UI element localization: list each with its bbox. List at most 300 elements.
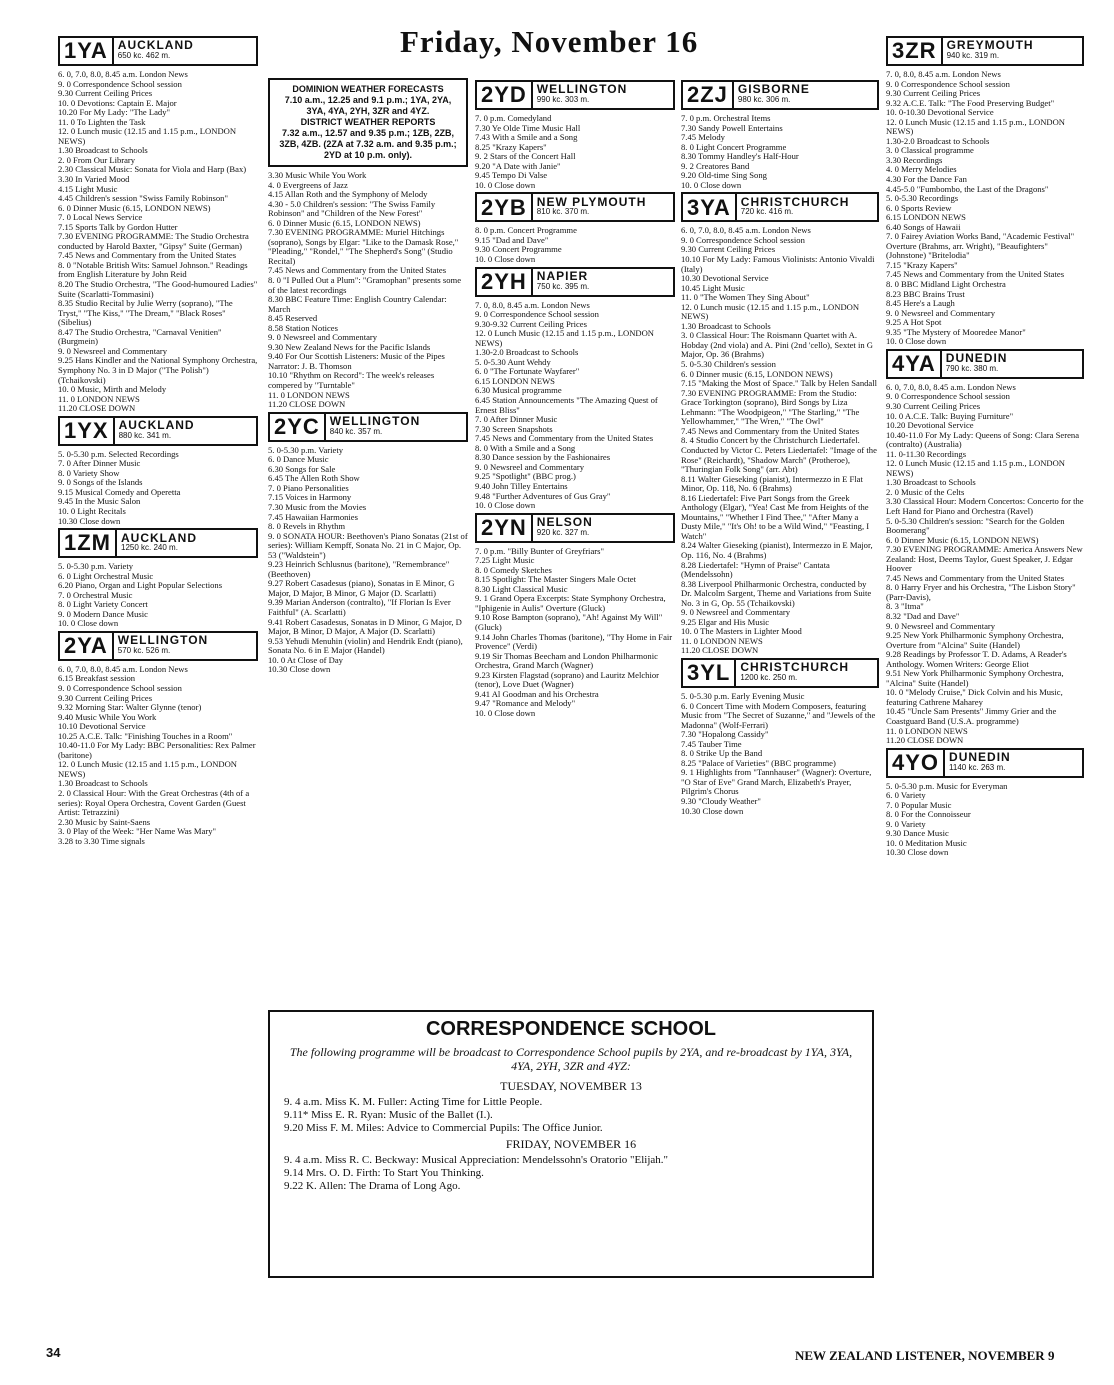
programme-entry: 9. 2 Stars of the Concert Hall <box>475 151 576 162</box>
station-2yd-header <box>475 80 675 110</box>
cs-intro: The following programme will be broadcast to Correspondence School pupils by 2YA, and re-broadcast by 1YA, 3YA, 4YA, 2YH, 3ZR and 4YZ: <box>289 1045 853 1073</box>
district-times: 7.32 a.m., 12.57 and 9.35 p.m.; 1ZB, 2ZB, 3ZB, 4ZB. (2ZA at 7.32 a.m. and 9.35 p.m.; 2YD at 10 p.m. only). <box>279 128 457 160</box>
programme-entry: 7.30 "Hopalong Cassidy" <box>681 729 769 740</box>
station-2yh-header <box>475 267 675 297</box>
programme-entry: 3.30 Recordings <box>886 154 943 165</box>
programme-entry: 10. 0-10.30 Devotional Service <box>886 107 994 118</box>
programme-entry: 9.32 A.C.E. Talk: "The Food Preserving Budget" <box>886 97 1055 108</box>
callsign: 2YN <box>477 515 533 541</box>
programme-entry: 6. 0 "The Fortunate Wayfarer" <box>475 366 580 377</box>
programme-entry: 11. 0 To Lighten the Task <box>58 116 146 127</box>
programme-entry: 5. 0-5.30 p.m. Variety <box>268 444 344 455</box>
district-heading: DISTRICT WEATHER REPORTS <box>300 117 436 127</box>
programme-entry: 9.30 New Zealand News for the Pacific Islands <box>268 341 431 352</box>
programme-2ya <box>58 665 258 846</box>
programme-entry: 9.30 Current Ceiling Prices <box>886 400 981 411</box>
callsign: 2YH <box>477 269 533 295</box>
programme-entry: 10.30 Close down <box>681 805 744 816</box>
programme-entry: 10. 0 Close down <box>681 179 742 190</box>
programme-entry: 8.35 Studio Recital by Julie Werry (soprano), "The Tryst," "The Kiss," "The Dream," "Black Roses" (Sibelius) <box>58 298 233 328</box>
programme-entry: 9. 0 Correspondence School session <box>886 78 1010 89</box>
cs-day-2-items <box>284 1154 858 1193</box>
programme-entry: 7.15 "Making the Most of Space." Talk by Helen Sandall <box>681 378 878 389</box>
callsign: 1YX <box>60 418 115 444</box>
programme-entry: 9. 0 Modern Dance Music <box>58 608 148 619</box>
programme-entry: 7.15 Voices in Harmony <box>268 492 352 503</box>
programme-entry: 9. 1 Grand Opera Excerpts: State Symphony Orchestra, "Iphigenie in Aulis" Overture (Gluck) <box>475 593 666 613</box>
programme-entry: 11.20 CLOSE DOWN <box>268 399 346 410</box>
programme-entry: 9. 0 Correspondence School session <box>886 391 1010 402</box>
programme-entry: 9.30 "Cloudy Weather" <box>681 796 761 806</box>
programme-entry: 7. 0 p.m. "Billy Bunter of Greyfriars" <box>475 545 604 556</box>
programme-entry: 12. 0 Lunch Music (12.15 and 1.15 p.m., LONDON NEWS) <box>58 759 238 779</box>
station-4yo-header <box>886 748 1084 778</box>
frequency: 1200 kc. 250 m. <box>740 672 798 682</box>
programme-entry: 10. 0 Music, Mirth and Melody <box>58 384 167 395</box>
programme-entry: 8.20 The Studio Orchestra, "The Good-humoured Ladies" Suite (Scarlatti-Tommasini) <box>58 279 258 299</box>
programme-entry: 9.30 Concert Programme <box>475 244 562 255</box>
programme-entry: 3. 0 Classical Hour: The Roismann Quartet with A. Hobday (2nd viola) and A. Pini (2nd 'cello), Sextet in G Major, Op. 36 (Brahms) <box>681 330 874 360</box>
programme-4yo <box>886 782 1084 858</box>
programme-entry: 7. 0 p.m. Orchestral Items <box>681 113 771 123</box>
programme-entry: 3.30 Classical Hour: Modern Concertos: Concerto for the Left Hand for Piano and Orchestra (Ravel) <box>886 496 1084 516</box>
programme-entry: 10. 0 Meditation Music <box>886 837 967 848</box>
station-1yx-header <box>58 416 258 446</box>
programme-entry: 10. 0 Close down <box>475 179 536 190</box>
programme-entry: 4.30 For the Dance Fan <box>886 174 967 185</box>
programme-entry: 3.30 In Varied Mood <box>58 174 130 185</box>
programme-entry: 8. 0 Light Concert Programme <box>681 141 787 152</box>
callsign: 2YC <box>270 414 326 440</box>
frequency: 840 kc. 357 m. <box>329 426 383 436</box>
programme-entry: 9. 0 Newsreel and Commentary <box>681 607 791 618</box>
programme-entry: 7.15 Sports Talk by Gordon Hutter <box>58 221 178 232</box>
page-title: Friday, November 16 <box>400 24 699 59</box>
programme-entry: 12. 0 Lunch Music (12.15 and 1.15 p.m., LONDON NEWS) <box>475 328 655 348</box>
programme-entry: 9.23 Heinrich Schlusnus (baritone), "Remembrance" (Beethoven) <box>268 559 450 579</box>
programme-entry: 7.45 News and Commentary from the United States <box>58 250 237 261</box>
programme-entry: 4.15 Light Music <box>58 183 118 194</box>
programme-entry: 7. 0 After Dinner Music <box>58 458 141 469</box>
programme-entry: 2. 0 Music of the Celts <box>886 486 965 497</box>
city: GREYMOUTH <box>946 38 1034 53</box>
frequency: 940 kc. 319 m. <box>946 51 1000 60</box>
programme-entry: 9.53 Yehudi Menuhin (violin) and Hendrik Endt (piano), Sonata No. 6 in E Major (Handel) <box>268 635 463 656</box>
programme-3yl <box>681 692 879 816</box>
frequency: 990 kc. 303 m. <box>536 95 590 104</box>
programme-entry: 4.45 Children's session "Swiss Family Robinson" <box>58 193 228 204</box>
callsign: 3ZR <box>888 38 943 64</box>
station-4ya-header <box>886 349 1084 379</box>
programme-entry: 9.30 Current Ceiling Prices <box>681 244 776 255</box>
programme-entry: 7.45 Tauber Time <box>681 738 742 749</box>
programme-entry: 8. 0 BBC Midland Light Orchestra <box>886 279 1006 290</box>
programme-entry: 9.41 Robert Casadesus, Sonatas in D Minor, G Major, D Major, B Minor, D Major, A Major (D. Scarlatti) <box>268 616 462 637</box>
programme-entry: 5. 0-5.30 p.m. Selected Recordings <box>58 448 179 459</box>
programme-entry: 8.23 BBC Brains Trust <box>886 288 965 299</box>
city: NEW PLYMOUTH <box>536 194 647 209</box>
programme-2yd <box>475 114 675 190</box>
programme-2zj <box>681 114 879 190</box>
programme-entry: 12. 0 Lunch music (12.15 and 1.15 p.m., LONDON NEWS) <box>681 301 860 322</box>
programme-entry: 6. 0, 7.0, 8.0, 8.45 a.m. London News <box>681 225 811 236</box>
programme-entry: 8.28 Liedertafel: "Hymn of Praise" Cantata (Mendelssohn) <box>681 559 830 580</box>
cs-item: 9. 4 a.m. Miss K. M. Fuller: Acting Time for Little People. <box>284 1096 543 1108</box>
programme-entry: 6.40 Songs of Hawaii <box>886 221 961 232</box>
programme-entry: 10.30 Close down <box>58 515 121 526</box>
programme-2ya-continued <box>268 171 468 410</box>
programme-entry: 9.25 New York Philharmonic Symphony Orchestra, Overture from "Alcina" Suite (Handel) <box>886 630 1064 650</box>
programme-entry: 2. 0 From Our Library <box>58 154 136 165</box>
programme-entry: 2. 0 Classical Hour: With the Great Orchestras (4th of a series): Royal Opera Orchestra, Covent Garden (Guest Artist: Tetrazzini) <box>58 788 250 818</box>
programme-entry: 7.30 Ye Olde Time Music Hall <box>475 122 581 133</box>
station-2ya-header <box>58 631 258 661</box>
station-2yb-header <box>475 192 675 222</box>
programme-entry: 9.20 "A Date with Janie" <box>475 160 561 171</box>
programme-entry: 7.45 News and Commentary from the United States <box>886 269 1065 280</box>
city: DUNEDIN <box>945 351 1008 366</box>
city: AUCKLAND <box>117 38 194 53</box>
programme-entry: 7. 0, 8.0, 8.45 a.m. London News <box>886 69 1001 79</box>
programme-entry: 1.30 Broadcast to Schools <box>886 477 976 488</box>
station-3yl-header <box>681 658 879 688</box>
callsign: 4YO <box>888 750 945 776</box>
programme-entry: 7. 0 p.m. Comedyland <box>475 113 552 123</box>
programme-entry: 12. 0 Lunch Music (12.15 and 1.15 p.m., LONDON NEWS) <box>886 116 1066 137</box>
programme-entry: 6. 0 Dinner Music (6.15, LONDON NEWS) <box>58 202 211 213</box>
programme-entry: 11. 0 LONDON NEWS <box>268 389 350 400</box>
programme-entry: 7.45 News and Commentary from the United States <box>475 433 654 444</box>
programme-entry: 10.45 Light Music <box>681 282 745 293</box>
programme-entry: 7.45 Melody <box>681 132 725 143</box>
station-3ya-header <box>681 192 879 222</box>
programme-entry: 8.30 Light Classical Music <box>475 583 568 594</box>
programme-entry: 9.25 A Hot Spot <box>886 317 942 328</box>
programme-entry: 9.40 John Tilley Entertains <box>475 480 568 491</box>
programme-entry: 9.25 Hans Kindler and the National Symphony Orchestra, Symphony No. 3 in D Major ("The Polish") (Tchaikovski) <box>58 355 258 385</box>
programme-entry: 9. 0 Correspondence School session <box>58 682 182 693</box>
cs-heading: CORRESPONDENCE SCHOOL <box>425 1018 717 1040</box>
programme-entry: 1.30 Broadcast to Schools <box>58 778 148 789</box>
column-2 <box>268 78 468 675</box>
programme-entry: 4.45-5.0 "Fumbombo, the Last of the Dragons" <box>886 183 1049 194</box>
programme-entry: 6. 0 Sports Review <box>886 202 952 213</box>
programme-entry: 10.10 For My Lady: Famous Violinists: Antonio Vivaldi (Italy) <box>681 254 875 274</box>
programme-entry: 10. 0 Devotions: Captain E. Major <box>58 97 177 108</box>
programme-entry: 10. 0 "Melody Cruise," Dick Colvin and his Music, featuring Cathrene Maharey <box>886 687 1063 707</box>
programme-entry: 6.15 LONDON NEWS <box>886 212 966 223</box>
programme-entry: 7. 0 Orchestral Music <box>58 589 133 600</box>
programme-entry: 9. 0 Newsreel and Commentary <box>886 620 996 631</box>
programme-1ya <box>58 70 258 414</box>
callsign: 1YA <box>60 38 114 64</box>
programme-entry: 8. 0 p.m. Concert Programme <box>475 225 577 236</box>
programme-entry: 9.30 Current Ceiling Prices <box>58 88 153 99</box>
programme-entry: 8. 0 Strike Up the Band <box>681 748 763 759</box>
programme-entry: 7. 0 Popular Music <box>886 799 952 810</box>
programme-entry: 9.48 "Further Adventures of Gus Gray" <box>475 490 611 501</box>
programme-entry: 8. 0 "I Pulled Out a Plum": "Gramophan" presents some of the latest recordings <box>268 275 462 295</box>
programme-entry: 9.40 For Our Scottish Listeners: Music of the Pipes Narrator: J. B. Thomson <box>268 351 445 371</box>
programme-entry: 8.25 "Krazy Kapers" <box>475 141 547 152</box>
programme-entry: 8.45 Reserved <box>268 313 318 324</box>
programme-entry: 7.43 With a Smile and a Song <box>475 132 578 143</box>
cs-item: 9.22 K. Allen: The Drama of Long Ago. <box>284 1180 461 1192</box>
city: WELLINGTON <box>536 82 628 97</box>
programme-entry: 9.15 Musical Comedy and Operetta <box>58 486 181 497</box>
correspondence-school-box <box>268 1010 874 1278</box>
weather-times: 7.10 a.m., 12.25 and 9.1 p.m.; 1YA, 2YA, 3YA, 4YA, 2YH, 3ZR and 4YZ. <box>284 95 452 116</box>
column-4 <box>681 78 879 816</box>
programme-entry: 9.27 Robert Casadesus (piano), Sonatas in E Minor, G Major, D Major, B Minor, G Major (D. Scarlatti) <box>268 578 455 598</box>
programme-entry: 9. 0 Songs of the Islands <box>58 477 143 488</box>
programme-entry: 7.25 Light Music <box>475 555 535 566</box>
programme-entry: 9. 0 SONATA HOUR: Beethoven's Piano Sonatas (21st of series): William Kempff, Sonata No. 21 in C Major, Op. 53 ("Waldstein") <box>268 530 468 560</box>
frequency: 980 kc. 306 m. <box>737 95 791 104</box>
programme-entry: 10. 0 Close down <box>886 336 947 347</box>
programme-entry: 4. 0 Evergreens of Jazz <box>268 179 348 190</box>
programme-entry: 8.58 Station Notices <box>268 322 338 333</box>
programme-entry: 9.25 Elgar and His Music <box>681 616 770 627</box>
programme-entry: 7. 0 Fairey Aviation Works Band, "Academic Festival" Overture (Brahms, arr. Wright), "Beaufighters" (Johnstone) "Britelodia" <box>886 231 1075 261</box>
frequency: 750 kc. 395 m. <box>536 281 590 291</box>
programme-entry: 10.25 A.C.E. Talk: "Finishing Touches in a Room" <box>58 730 233 741</box>
frequency: 810 kc. 370 m. <box>536 207 590 217</box>
city: NELSON <box>536 515 593 530</box>
programme-entry: 9.25 "Spotlight" (BBC prog.) <box>475 471 576 482</box>
programme-entry: 4. 0 Merry Melodies <box>886 164 957 175</box>
frequency: 720 kc. 416 m. <box>740 207 794 217</box>
programme-entry: 10. 0 The Masters in Lighter Mood <box>681 626 802 637</box>
cs-day-2: FRIDAY, NOVEMBER 16 <box>505 1137 637 1151</box>
programme-entry: 9.15 "Dad and Dave" <box>475 234 549 245</box>
weather-box <box>268 78 468 167</box>
programme-entry: 6. 0 Concert Time with Modern Composers, featuring Music from "The Secret of Suzanne," and "Jewels of the Madonna" (Wolf-Ferrari) <box>681 700 876 730</box>
column-1 <box>58 34 258 846</box>
programme-2yh <box>475 301 675 511</box>
programme-entry: 9. 0 Variety <box>886 818 926 829</box>
programme-entry: 8.30 Dance session by the Fashionaires <box>475 452 611 463</box>
programme-entry: 10. 0 Close down <box>475 707 536 718</box>
cs-item: 9.14 Mrs. O. D. Firth: To Start You Thinking. <box>284 1167 484 1179</box>
programme-entry: 6.45 Station Announcements "The Amazing Quest of Ernest Bliss" <box>475 395 658 415</box>
programme-entry: 5. 0-5.30 Recordings <box>886 193 959 204</box>
programme-entry: 11. 0 LONDON NEWS <box>886 725 968 736</box>
callsign: 2ZJ <box>683 82 734 108</box>
programme-entry: 6. 0, 7.0, 8.0, 8.45 a.m. London News <box>58 663 188 674</box>
programme-entry: 8. 0 Revels in Rhythm <box>268 521 346 532</box>
programme-entry: 9. 0 Correspondence School session <box>58 78 182 89</box>
programme-entry: 6.30 Musical programme <box>475 385 562 396</box>
programme-entry: 9.41 Al Goodman and his Orchestra <box>475 688 599 699</box>
cs-day-1: TUESDAY, NOVEMBER 13 <box>500 1079 642 1093</box>
programme-entry: 8.24 Walter Gieseking (pianist), Intermezzo in E Major, Op. 116, No. 4 (Brahms) <box>681 540 873 560</box>
programme-entry: 2.30 Music by Saint-Saens <box>58 816 151 827</box>
programme-2yb <box>475 226 675 264</box>
programme-entry: 4.30 - 5.0 Children's session: "The Swiss Family Robinson" and "Children of the New Forest" <box>268 198 436 219</box>
frequency: 650 kc. 462 m. <box>117 51 171 60</box>
programme-entry: 8.30 BBC Feature Time: English Country Calendar: March <box>268 294 447 314</box>
programme-entry: 6. 0 Dinner music (6.15, LONDON NEWS) <box>681 368 833 379</box>
programme-entry: 6. 0, 7.0, 8.0, 8.45 a.m. London News <box>886 381 1016 392</box>
programme-entry: 8.47 The Studio Orchestra, "Carnaval Venitien" (Burgmein) <box>58 326 222 347</box>
programme-entry: 9. 0 Newsreel and Commentary <box>475 461 585 472</box>
programme-entry: 6. 0 Light Orchestral Music <box>58 570 154 581</box>
programme-entry: 8.16 Liedertafel: Five Part Songs from the Greek Anthology (Elgar), "Yea! Cast Me from Heights of the Mountains," "Whether I Find Thee," "After Many a Dusty Mile," "It's Oh! to be a Wild Wind," "Feasting, I Watch" <box>681 492 870 541</box>
programme-entry: 9.20 Old-time Sing Song <box>681 170 767 181</box>
programme-entry: 6.15 Breakfast session <box>58 673 136 684</box>
programme-entry: 11.20 CLOSE DOWN <box>886 735 964 746</box>
programme-entry: 9.32 Morning Star: Walter Glynne (tenor) <box>58 702 202 713</box>
weather-heading: DOMINION WEATHER FORECASTS <box>292 84 444 94</box>
programme-entry: 9.14 John Charles Thomas (baritone), "Thy Home in Fair Provence" (Verdi) <box>475 631 673 652</box>
programme-entry: 7.30 EVENING PROGRAMME: The Studio Orchestra conducted by Harold Baxter, "Gipsy" Suite (German) <box>58 231 249 251</box>
programme-entry: 8. 0 For the Connoisseur <box>886 809 971 820</box>
station-2yn-header <box>475 513 675 543</box>
frequency: 570 kc. 526 m. <box>117 645 171 655</box>
programme-entry: 6. 0 Variety <box>886 790 926 801</box>
programme-entry: 5. 0-5.30 Children's session: "Search for the Golden Boomerang" <box>886 515 1065 536</box>
programme-entry: 5. 0-5.30 p.m. Early Evening Music <box>681 690 805 701</box>
programme-entry: 3.28 to 3.30 Time signals <box>58 835 145 846</box>
programme-entry: 8. 0 With a Smile and a Song <box>475 442 576 453</box>
programme-entry: 7.30 EVENING PROGRAMME: America Answers New Zealand: Host, Deems Taylor, Guest Speaker, J. Edgar Hoover <box>886 544 1083 574</box>
cs-item: 9.11* Miss E. R. Ryan: Music of the Ballet (I.). <box>284 1109 493 1121</box>
programme-entry: 9.10 Rose Bampton (soprano), "Ah! Against My Will" (Gluck) <box>475 612 663 632</box>
programme-entry: 9.45 In the Music Salon <box>58 496 141 507</box>
programme-entry: 5. 0-5.30 p.m. Music for Everyman <box>886 780 1008 791</box>
programme-entry: 9.28 Readings by Professor T. D. Adams, A Reader's Anthology. Women Writers: George Eliot <box>886 649 1067 669</box>
programme-entry: 8.32 "Dad and Dave" <box>886 610 960 621</box>
callsign: 3YA <box>683 194 737 220</box>
programme-entry: 3.30 Music While You Work <box>268 170 367 180</box>
programme-entry: 7. 0, 8.0, 8.45 a.m. London News <box>475 299 590 310</box>
programme-entry: 12. 0 Lunch music (12.15 and 1.15 p.m., LONDON NEWS) <box>58 126 237 146</box>
programme-entry: 3. 0 Play of the Week: "Her Name Was Mary" <box>58 826 217 837</box>
programme-entry: 7.45 News and Commentary from the United States <box>886 572 1065 583</box>
publication-line: NEW ZEALAND LISTENER, NOVEMBER 9 <box>795 1348 1055 1363</box>
callsign: 2YD <box>477 82 533 108</box>
frequency: 1250 kc. 240 m. <box>121 543 178 553</box>
callsign: 2YA <box>60 633 114 659</box>
programme-entry: 11.20 CLOSE DOWN <box>58 403 136 414</box>
column-5 <box>886 34 1084 858</box>
programme-entry: 10.45 "Uncle Sam Presents" Jimmy Grier and the Coastguard Band (U.S.A. programme) <box>886 706 1057 726</box>
programme-entry: 7.45 News and Commentary from the United States <box>268 265 447 276</box>
programme-entry: 3. 0 Classical programme <box>886 145 974 156</box>
programme-entry: 6. 0, 7.0, 8.0, 8.45 a.m. London News <box>58 69 188 79</box>
programme-entry: 9. 2 Creatores Band <box>681 160 750 171</box>
programme-entry: 10.30 Close down <box>268 664 331 675</box>
callsign: 3YL <box>683 660 736 686</box>
city: AUCKLAND <box>118 418 195 433</box>
programme-entry: 10.10 "Rhythm on Record": The week's releases compered by "Turntable" <box>268 370 435 391</box>
programme-1yx <box>58 450 258 526</box>
programme-entry: 9. 0 Newsreel and Commentary <box>58 345 168 356</box>
frequency: 1140 kc. 263 m. <box>949 762 1006 772</box>
programme-entry: 10.20 For My Lady: "The Lady" <box>58 107 171 118</box>
page-number: 34 <box>46 1345 61 1360</box>
city: DUNEDIN <box>949 750 1011 765</box>
programme-entry: 11.20 CLOSE DOWN <box>681 645 759 656</box>
programme-entry: 10.10 Devotional Service <box>58 721 146 732</box>
programme-entry: 10. 0 Close down <box>58 618 119 629</box>
programme-entry: 9.35 "The Mystery of Mooredee Manor" <box>886 326 1026 337</box>
station-3zr-header <box>886 36 1084 66</box>
programme-entry: 8. 4 Studio Concert by the Christchurch Liedertafel. Conducted by Victor C. Peters Liedertafel: "Image of the Rose" (Reichardt), "Shadow March" (Protheroe), "Thuringian Folk Song" (arr. Abt) <box>681 435 877 475</box>
programme-entry: 9. 0 Newsreel and Commentary <box>886 307 996 318</box>
column-3 <box>475 78 675 718</box>
city: WELLINGTON <box>329 414 421 429</box>
programme-entry: 8. 3 "Itma" <box>886 601 924 612</box>
programme-entry: 6.15 LONDON NEWS <box>475 375 555 386</box>
cs-day-1-items <box>284 1096 858 1135</box>
programme-entry: 6.20 Piano, Organ and Light Popular Selections <box>58 580 223 591</box>
programme-entry: 8. 0 Comedy Sketches <box>475 564 552 575</box>
programme-entry: 9.30 Current Ceiling Prices <box>58 692 153 703</box>
programme-entry: 4.15 Allan Roth and the Symphony of Melody <box>268 189 428 200</box>
programme-2yc <box>268 446 468 675</box>
programme-entry: 6. 0 Dance Music <box>268 454 329 465</box>
programme-entry: 10.30 Devotional Service <box>681 273 769 284</box>
programme-entry: 5. 0-5.30 Children's session <box>681 359 776 370</box>
programme-3zr <box>886 70 1084 347</box>
frequency: 920 kc. 327 m. <box>536 527 590 537</box>
cs-item: 9.20 Miss F. M. Miles: Advice to Commercial Pupils: The Office Junior. <box>284 1122 603 1134</box>
programme-entry: 7.15 "Krazy Kapers" <box>886 259 958 270</box>
city: NAPIER <box>536 269 589 284</box>
programme-entry: 9.47 "Romance and Melody" <box>475 698 576 709</box>
city: GISBORNE <box>737 82 810 97</box>
programme-entry: 9.30 Current Ceiling Prices <box>886 88 981 99</box>
programme-entry: 10. 0 Close down <box>475 500 536 511</box>
city: WELLINGTON <box>117 633 209 648</box>
programme-entry: 8. 0 Harry Fryer and his Orchestra, "The Lisbon Story" (Parr-Davis), <box>886 582 1076 602</box>
programme-entry: 11. 0 "The Women They Sing About" <box>681 292 810 303</box>
programme-entry: 8.38 Liverpool Philharmonic Orchestra, conducted by Dr. Malcolm Sargent, Theme and Variations from Suite No. 3 in G, Op. 55 (Tchaikovski) <box>681 578 872 608</box>
programme-entry: 7.45 News and Commentary from the United States <box>681 425 860 436</box>
programme-entry: 9.45 Tempo Di Valse <box>475 170 548 181</box>
programme-entry: 9.40 Music While You Work <box>58 711 157 722</box>
station-2zj-header <box>681 80 879 110</box>
programme-entry: 7.30 EVENING PROGRAMME: Muriel Hitchings (soprano), Songs by Elgar: "Like to the Damask Rose," "Pleading," "Rondel," "The Shepherd's Song" (Studio Recital) <box>268 227 459 266</box>
programme-entry: 10. 0 Close down <box>475 254 536 265</box>
programme-entry: 6. 0 Dinner Music (6.15, LONDON NEWS) <box>886 534 1039 545</box>
programme-2yn <box>475 547 675 719</box>
programme-entry: 10.40-11.0 For My Lady: BBC Personalities: Rex Palmer (baritone) <box>58 740 256 760</box>
programme-entry: 8.25 "Palace of Varieties" (BBC programme) <box>681 757 836 768</box>
programme-entry: 9. 0 Newsreel and Commentary <box>268 332 378 343</box>
programme-entry: 11. 0 LONDON NEWS <box>58 393 140 404</box>
programme-entry: 9. 1 Highlights from "Tannhauser" (Wagner): Overture, "O Star of Eve" Grand March, Elizabeth's Prayer, Pilgrim's Chorus <box>681 767 872 797</box>
cs-item: 9. 4 a.m. Miss R. C. Beckway: Musical Appreciation: Mendelssohn's Oratorio "Elijah." <box>284 1154 668 1166</box>
programme-entry: 6.45 The Allen Roth Show <box>268 473 360 484</box>
programme-entry: 5. 0-5.30 p.m. Variety <box>58 561 134 572</box>
frequency: 790 kc. 380 m. <box>945 363 999 373</box>
city: CHRISTCHURCH <box>740 194 850 209</box>
programme-entry: 9.23 Kirsten Flagstad (soprano) and Lauritz Melchior (tenor), Love Duet (Wagner) <box>475 669 660 690</box>
callsign: 1ZM <box>60 530 117 556</box>
programme-4ya <box>886 383 1084 746</box>
programme-entry: 9.39 Marian Anderson (contralto), "If Florian Is Ever Faithful" (A. Scarlatti) <box>268 597 451 617</box>
programme-entry: 2.30 Classical Music: Sonata for Viola and Harp (Bax) <box>58 164 247 175</box>
programme-1zm <box>58 562 258 629</box>
programme-entry: 9.30 Dance Music <box>886 828 949 839</box>
station-2yc-header <box>268 412 468 442</box>
programme-entry: 7.30 Screen Snapshots <box>475 423 553 434</box>
programme-3ya <box>681 226 879 656</box>
programme-entry: 1.30 Broadcast to Schools <box>681 320 771 331</box>
